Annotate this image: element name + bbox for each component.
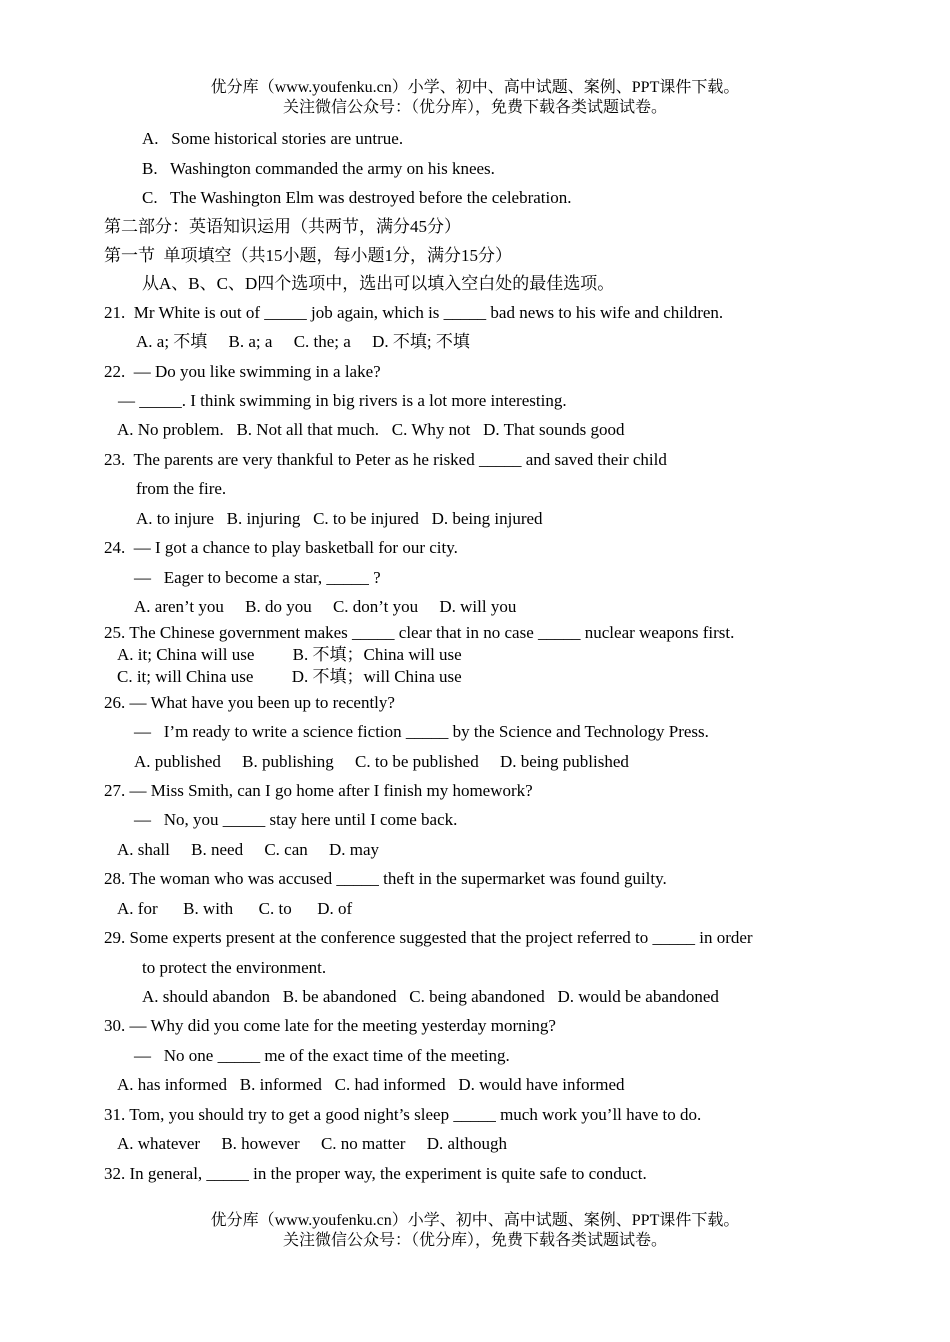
q25-options-1: A. it; China will use B. 不填；China will use: [117, 645, 462, 664]
page-footer: [0, 1211, 950, 1251]
q28-stem: 28. The woman who was accused _____ theft in the supermarket was found guilty.: [104, 869, 667, 888]
q26-options: A. published B. publishing C. to be published D. being published: [134, 752, 629, 771]
q31-stem: 31. Tom, you should try to get a good night’s sleep _____ much work you’ll have to do.: [104, 1105, 702, 1124]
q22-reply: — _____. I think swimming in big rivers is a lot more interesting.: [118, 391, 567, 410]
q28-options: A. for B. with C. to D. of: [117, 899, 353, 918]
footer-line-2: 关注微信公众号：（优分库），免费下载各类试题试卷。: [282, 1232, 667, 1249]
q29-options: A. should abandon B. be abandoned C. being abandoned D. would be abandoned: [142, 987, 719, 1006]
q25-options-2: C. it; will China use D. 不填；will China use: [117, 667, 462, 686]
header-line-2: 关注微信公众号：（优分库），免费下载各类试题试卷。: [282, 99, 667, 116]
instructions: 从A、B、C、D四个选项中，选出可以填入空白处的最佳选项。: [142, 274, 615, 293]
header-line-1: 优分库（www.youfenku.cn）小学、初中、高中试题、案例、PPT课件下载。: [210, 79, 740, 96]
q27-options: A. shall B. need C. can D. may: [117, 840, 380, 859]
prev-option-a: A. Some historical stories are untrue.: [142, 129, 404, 148]
prev-option-b: B. Washington commanded the army on his knees.: [142, 159, 495, 178]
section1-title: 第一节 单项填空（共15小题，每小题1分，满分15分）: [104, 246, 512, 265]
q26-reply: — I’m ready to write a science fiction _____ by the Science and Technology Press.: [134, 722, 709, 741]
q22-options: A. No problem. B. Not all that much. C. Why not D. That sounds good: [117, 420, 625, 439]
q29-stem-cont: to protect the environment.: [142, 958, 327, 977]
q24-stem: 24. — I got a chance to play basketball for our city.: [104, 538, 458, 557]
part2-title: 第二部分：英语知识运用（共两节，满分45分）: [104, 217, 461, 236]
q23-stem-cont: from the fire.: [136, 479, 227, 498]
page-header: [0, 78, 950, 118]
footer-line-1: 优分库（www.youfenku.cn）小学、初中、高中试题、案例、PPT课件下载。: [210, 1212, 740, 1229]
q27-stem: 27. — Miss Smith, can I go home after I finish my homework?: [104, 781, 533, 800]
q25-stem: 25. The Chinese government makes _____ clear that in no case _____ nuclear weapons first.: [104, 623, 735, 642]
q24-reply: — Eager to become a star, _____ ?: [134, 568, 381, 587]
q27-reply: — No, you _____ stay here until I come back.: [134, 810, 458, 829]
q26-stem: 26. — What have you been up to recently?: [104, 693, 395, 712]
q30-options: A. has informed B. informed C. had informed D. would have informed: [117, 1075, 625, 1094]
q21-options: A. a; 不填 B. a; a C. the; a D. 不填; 不填: [136, 332, 470, 351]
q30-reply: — No one _____ me of the exact time of the meeting.: [134, 1046, 510, 1065]
q31-options: A. whatever B. however C. no matter D. although: [117, 1134, 507, 1153]
q22-stem: 22. — Do you like swimming in a lake?: [104, 362, 381, 381]
q30-stem: 30. — Why did you come late for the meeting yesterday morning?: [104, 1016, 556, 1035]
q23-options: A. to injure B. injuring C. to be injured D. being injured: [136, 509, 543, 528]
prev-option-c: C. The Washington Elm was destroyed before the celebration.: [142, 188, 572, 207]
q29-stem: 29. Some experts present at the conference suggested that the project referred to _____ in order: [104, 928, 753, 947]
q21-stem: 21. Mr White is out of _____ job again, which is _____ bad news to his wife and children.: [104, 303, 724, 322]
q23-stem: 23. The parents are very thankful to Peter as he risked _____ and saved their child: [104, 450, 667, 469]
q32-stem: 32. In general, _____ in the proper way, the experiment is quite safe to conduct.: [104, 1164, 647, 1183]
q24-options: A. aren’t you B. do you C. don’t you D. will you: [134, 597, 517, 616]
